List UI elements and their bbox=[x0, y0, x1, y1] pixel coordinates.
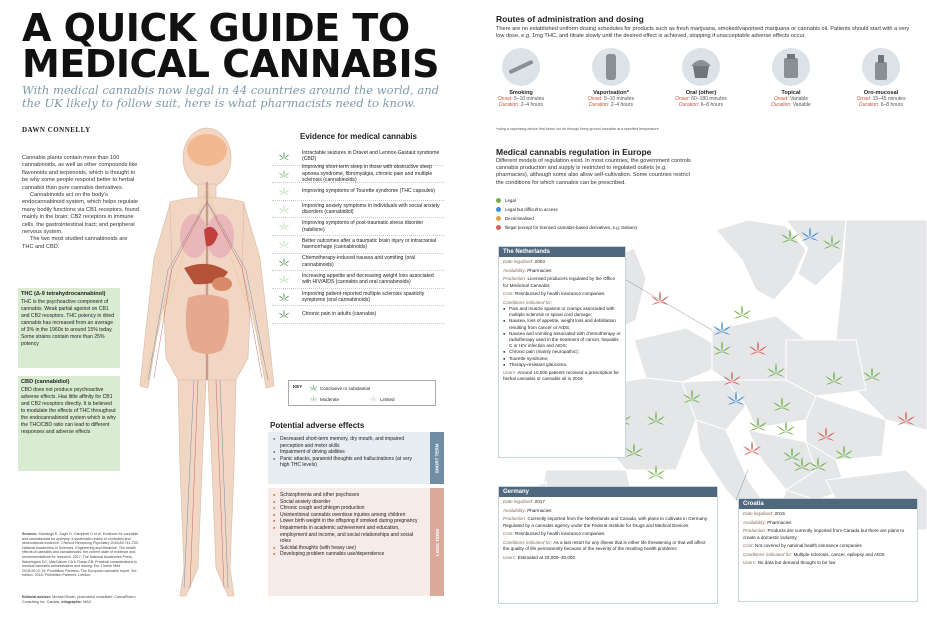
sources-label: Sources: bbox=[22, 532, 38, 536]
route-duration: 2–4 hours bbox=[610, 102, 633, 109]
route-name: Topical bbox=[781, 90, 801, 96]
sources-body: Stockings E, Zagic G, Campbell G et al. Evidence for cannabis and cannabinoids for epilepsy: a systematic review of controlled and observational evidence. J Neurol Neurosurg Psychiatry 2018;89:741-753; National Academies of Sciences, Engineering and Medicine. The health effects of cannabis and cannabinoids: the current state of evidence and recommendations for research. 2017. The National Academies Press, Washington DC; MacCallum CA & Russo EB. Practical considerations in medical cannabis administration and dosing. Eur J Intern Med 2018;49:12-19; Prohibition Partners. The European cannabis report. 3rd edition. 2018; Prohibition Partners, London. bbox=[22, 532, 139, 578]
page-title: A QUICK GUIDE TO MEDICAL CANNABIS bbox=[22, 6, 439, 86]
cannabis-leaf-icon bbox=[278, 169, 290, 181]
intro-paragraph: Cannabis plants contain more than 100 cannabinoids, as well as other compounds like flavonoids and terpenoids, which is thought to be why some people respond better to herbal cannabis than pure cannabis derivatives. bbox=[22, 155, 138, 191]
route-smoking: Smoking Onset: 5–10 minutes Duration: 2–4 hours bbox=[476, 48, 566, 109]
long-term-effect: ● Chronic cough and phlegm production bbox=[273, 505, 421, 512]
evidence-item bbox=[272, 183, 444, 201]
cannabis-leaf-icon bbox=[278, 292, 290, 304]
hr-availability: Pharmacies bbox=[767, 519, 792, 525]
sources-text bbox=[22, 532, 140, 578]
short-term-effect: ● Decreased short-term memory, dry mouth, and impaired perception and motor skills bbox=[273, 436, 421, 449]
germany-panel: Germany Date legalised: 2017 Availability: Pharmacies Production: Currently imported from the Netherlands and Canada, with plans to cultivate in Germany. Regulated by a cannabis agency under the Federal Institute for Drugs and Medical Devices Cost: Reimbursed by health insurance companies Conditions indicated for: As a last resort for any illness that is either life threatening or that will affect the quality of life permanently because of the severity of the resulting health problems Users: Estimated at 20,000–30,000 bbox=[498, 486, 718, 604]
short-term-tag: SHORT TERM bbox=[430, 432, 444, 484]
de-production: Currently imported from the Netherlands and Canada, with plans to cultivate in Germany. Regulated by a cannabis agency under the Federal Institute for Drugs and Medical Devices bbox=[503, 516, 708, 528]
nl-date-legalised: 2003 bbox=[534, 259, 545, 265]
cannabis-leaf-icon bbox=[309, 395, 318, 404]
routes-footnote: *using a vaporising device that blows hot air through finely ground cannabis at a specified temperature bbox=[496, 127, 659, 131]
evidence-item bbox=[272, 306, 444, 324]
route-onset: 60–180 minutes bbox=[691, 96, 727, 103]
nl-users: Around 10,000 patients received a prescription for herbal cannabis or cannabis oil in 2016 bbox=[503, 370, 619, 382]
route-name: Smoking bbox=[509, 90, 533, 96]
croatia-heading: Croatia bbox=[739, 499, 917, 509]
routes-intro: There are no established uniform dosing schedules for products such as fresh marijuana, smoked/vaporised marijuana or cannabis oil. Patients should start with a very low dose, e.g. 1mg THC, and titrate slowly until the desired effect is achieved, stopping if unacceptable adverse effects occur. bbox=[496, 26, 910, 40]
evidence-item-text: Increasing appetite and decreasing weight loss associated with HIV/AIDS (cannabis and oral cannabinoids) bbox=[302, 273, 434, 286]
de-users: Estimated at 20,000–30,000 bbox=[517, 554, 576, 560]
intestines-icon bbox=[186, 294, 229, 354]
spray-bottle-icon bbox=[862, 48, 900, 86]
hr-cost: Not covered by national health insurance companies bbox=[755, 543, 862, 549]
intro-paragraph: Cannabinoids act on the body's endocannabinoid system, which helps regulate many bodily functions via CB1 receptors, found mainly in the brain; CB2 receptors in immune cells, the gastrointestinal tract; and peripheral nervous system. bbox=[22, 192, 139, 236]
de-conditions: As a last resort for any illness that is either life threatening or that will affect the quality of life permanently because of the severity of the resulting health problems bbox=[503, 539, 706, 551]
human-body-illustration bbox=[132, 118, 282, 608]
short-term-effect: ● Impairment of driving abilities bbox=[273, 449, 421, 456]
de-date-legalised: 2017 bbox=[534, 499, 545, 505]
hr-users: No data but demand thought to be low bbox=[757, 560, 836, 566]
nl-condition: ● Nausea and vomiting associated with chemotherapy or radiotherapy used in the treatment of cancer, hepatitis C or HIV infection and AIDS; bbox=[503, 331, 621, 350]
nl-condition: ● Therapy-resistant glaucoma. bbox=[503, 362, 621, 368]
route-onset: 5–10 minutes bbox=[514, 96, 545, 103]
cannabis-leaf-icon bbox=[733, 305, 751, 323]
evidence-item-text: Intractable seizures in Dravet and Lennox-Gastaut syndrome (CBD) bbox=[302, 149, 440, 163]
evidence-item bbox=[272, 201, 444, 219]
hr-conditions: Multiple sclerosis, cancer, epilepsy and AIDS bbox=[793, 551, 885, 557]
nl-availability: Pharmacies bbox=[527, 267, 552, 273]
evidence-item-text: Improving patient-reported multiple sclerosis spasticity symptoms (oral cannabinoids) bbox=[302, 290, 425, 304]
evidence-item bbox=[272, 271, 444, 289]
adverse-heading: Potential adverse effects bbox=[270, 421, 365, 430]
nl-condition: ● Pain and muscle spasms or cramps associated with multiple sclerosis or spinal cord damage; bbox=[503, 306, 621, 318]
route-onset: Variable bbox=[790, 96, 809, 103]
legend-label: Illegal (except for licensed cannabis-based derivatives, e.g. Sativex) bbox=[505, 225, 638, 230]
cbd-box-title: CBD (cannabidiol) bbox=[21, 379, 70, 385]
evidence-item-text: Improving anxiety symptoms in individuals with social anxiety disorders (cannabidiol) bbox=[302, 202, 440, 216]
key-limited-label: Limited bbox=[380, 397, 395, 402]
joint-icon bbox=[502, 48, 540, 86]
muffin-icon bbox=[682, 48, 720, 86]
evidence-item bbox=[272, 218, 444, 236]
vaporiser-icon bbox=[592, 48, 630, 86]
legend-item bbox=[496, 205, 637, 214]
evidence-item-text: Improving symptoms of Tourette syndrome (THC capsules) bbox=[302, 188, 435, 195]
nl-cost: Reimbursed by health insurance companies bbox=[515, 291, 605, 297]
de-cost: Reimbursed by health insurance companies bbox=[515, 531, 605, 537]
evidence-item-text: Chemotherapy-induced nausea and vomiting (oral cannabinoids) bbox=[302, 255, 415, 268]
route-name: Oral (other) bbox=[685, 90, 717, 96]
cannabis-leaf-icon bbox=[278, 239, 290, 251]
long-term-effect: ● Lower birth weight in the offspring if smoked during pregnancy bbox=[273, 518, 421, 525]
brain-icon bbox=[187, 134, 227, 166]
cannabis-leaf-icon bbox=[278, 257, 290, 269]
lung-icon bbox=[180, 214, 208, 258]
author-byline: DAWN CONNELLY bbox=[22, 126, 91, 134]
intro-text bbox=[22, 155, 140, 251]
key-title: KEY bbox=[293, 384, 303, 389]
long-term-effect: ● Suicidal thoughts (with heavy use) bbox=[273, 545, 421, 552]
croatia-panel: Croatia Date legalised: 2015 Availability: Pharmacies Production: Products are currently imported from Canada but there are plans to create a domestic industry. Cost: Not covered by national health insurance companies Conditions indicated for: Multiple sclerosis, cancer, epilepsy and AIDS Users: No data but demand thought to be low bbox=[738, 498, 918, 602]
nl-production: Licensed producers regulated by the Office for Medicinal Cannabis bbox=[503, 276, 616, 288]
evidence-item-text: Improving short-term sleep in those with obstructive sleep apnoea syndrome, fibromyalgia, chronic pain and multiple sclerosis (cannabinoids) bbox=[302, 164, 433, 184]
page-subtitle: With medical cannabis now legal in 44 countries around the world, and the UK likely to follow suit, here is what pharmacists need to know. bbox=[22, 83, 439, 110]
route-onset: 5–10 minutes bbox=[604, 96, 635, 103]
editorial-credit bbox=[22, 595, 140, 604]
key-moderate bbox=[309, 395, 339, 404]
intro-paragraph: The two most studied cannabinoids are THC and CBD. bbox=[22, 236, 128, 250]
short-term-effects bbox=[268, 432, 444, 484]
evidence-item-text: Improving symptoms of post-traumatic stress disorder (nabilone) bbox=[302, 220, 424, 233]
route-duration: Variable bbox=[792, 102, 811, 109]
key-limited bbox=[369, 395, 395, 404]
route-duration: 6–8 hours bbox=[700, 102, 723, 109]
short-term-list bbox=[273, 436, 421, 469]
route-name: Oro-mucosal bbox=[863, 90, 899, 96]
route-oral-other: Oral (other) Onset: 60–180 minutes Duration: 6–8 hours bbox=[656, 48, 746, 109]
route-onset: 15–45 minutes bbox=[872, 96, 906, 103]
cannabis-leaf-icon bbox=[278, 274, 290, 286]
germany-heading: Germany bbox=[499, 487, 717, 497]
cannabis-leaf-icon bbox=[278, 309, 290, 321]
routes-heading: Routes of administration and dosing bbox=[496, 14, 644, 24]
route-vaporisation: Vaporisation* Onset: 5–10 minutes Duration: 2–4 hours bbox=[566, 48, 656, 109]
cannabis-leaf-icon bbox=[278, 204, 290, 216]
infographic-credit: MAG bbox=[83, 599, 92, 604]
long-term-effect: ● Impairments in academic achievement and education, employment and income, and social relationships and social roles bbox=[273, 525, 421, 545]
evidence-key bbox=[288, 380, 436, 406]
cannabis-leaf-icon bbox=[278, 186, 290, 198]
cannabis-leaf-icon bbox=[369, 395, 378, 404]
de-availability: Pharmacies bbox=[527, 507, 552, 513]
evidence-item bbox=[272, 289, 444, 307]
thc-box-title: THC (Δ-9 tetrahydrocannabinol) bbox=[21, 291, 106, 297]
evidence-item bbox=[272, 148, 444, 166]
key-conclusive bbox=[309, 384, 370, 393]
legend-dot-icon bbox=[496, 198, 501, 203]
infographic-credit-label: Infographic: bbox=[61, 599, 83, 604]
nl-condition: ● Chronic pain (mainly neuropathic); bbox=[503, 349, 621, 355]
netherlands-panel: The Netherlands Date legalised: 2003 Availability: Pharmacies Production: Licensed producers regulated by the Office for Medicinal Cannabis Cost: Reimbursed by health insurance companies Conditions indicated for: ● Pain and muscle spasms or cramps associated with multiple sclerosis or spinal cord damage; ● Nausea, loss of appetite, weight loss and debilitation resulting from cancer or AIDS; ● Nausea and vomiting associated with chemotherapy or radiotherapy used in the treatment of cancer, hepatitis C or HIV infection and AIDS; ● Chronic pain (mainly neuropathic); ● Tourette syndrome; ● Therapy-resistant glaucoma. Users: Around 10,000 patients received a prescription for herbal cannabis or cannabis oil in 2016 bbox=[498, 246, 626, 458]
key-conclusive-label: Conclusive or substantial bbox=[320, 386, 371, 391]
long-term-list bbox=[273, 492, 421, 558]
route-duration: 2–4 hours bbox=[520, 102, 543, 109]
evidence-item bbox=[272, 236, 444, 254]
editorial-body: Michael Boivin, pharmacist consultant, CannaPharm Consulting Inc, Canada. bbox=[22, 595, 136, 604]
evidence-item-text: Better outcomes after a traumatic brain injury or intracranial haemorrhage (cannabinoids) bbox=[302, 237, 436, 251]
route-topical: Topical Onset: Variable Duration: Variable bbox=[746, 48, 836, 109]
long-term-effect: ● Unintentional cannabis overdose injuries among children bbox=[273, 512, 421, 519]
regulation-heading: Medical cannabis regulation in Europe bbox=[496, 147, 652, 157]
cbd-box-text: CBD does not produce psychoactive adverse effects. Has little affinity for CB1 and CB2 receptors directly. It is believed to modulate the effects of THC throughout the endocannabinoid system which is why the THC/CBD ratio can lead to different responses and adverse effects bbox=[21, 387, 116, 435]
nl-conditions-list bbox=[503, 306, 621, 368]
cannabis-leaf-icon bbox=[651, 291, 669, 309]
long-term-effect: ● Developing problem cannabis use/dependence bbox=[273, 551, 421, 558]
evidence-item bbox=[272, 254, 444, 272]
long-term-effect: ● Social anxiety disorder bbox=[273, 499, 421, 506]
thc-info-box bbox=[18, 288, 120, 368]
cbd-info-box bbox=[18, 376, 120, 471]
cannabis-leaf-icon bbox=[278, 221, 290, 233]
legend-label: Legal but difficult to access bbox=[505, 207, 558, 212]
editorial-label: Editorial adviser: bbox=[22, 595, 52, 599]
regulation-intro: Different models of regulation exist. In most countries, the government controls cannabis production and supply is restricted to regulated outlets (e.g. pharmacies), although some also allow self-cultivation. Some countries restrict the conditions for which cannabis can be prescribed. bbox=[496, 158, 691, 186]
legend-label: Legal bbox=[505, 198, 516, 203]
evidence-heading: Evidence for medical cannabis bbox=[300, 132, 417, 141]
hr-date-legalised: 2015 bbox=[774, 511, 785, 517]
thc-box-text: THC is the psychoactive component of cannabis. Weak partial agonist on CB1 and CB2 receptors. THC potency in dried cannabis has increased from an average of 3% in the 1960s to around 15% today. Some strains contain more than 25% potency bbox=[21, 299, 115, 347]
route-name: Vaporisation* bbox=[593, 90, 629, 96]
key-moderate-label: Moderate bbox=[320, 397, 340, 402]
cream-tube-icon bbox=[772, 48, 810, 86]
hr-production: Products are currently imported from Canada but there are plans to create a domestic industry. bbox=[743, 528, 905, 540]
route-duration: 6–8 hours bbox=[880, 102, 903, 109]
evidence-item bbox=[272, 166, 444, 184]
legend-item bbox=[496, 196, 637, 205]
nl-condition: ● Nausea, loss of appetite, weight loss and debilitation resulting from cancer or AIDS; bbox=[503, 318, 621, 330]
cannabis-leaf-icon bbox=[278, 151, 290, 163]
cannabis-leaf-icon bbox=[309, 384, 318, 393]
netherlands-heading: The Netherlands bbox=[499, 247, 625, 257]
nl-condition: ● Tourette syndrome; bbox=[503, 356, 621, 362]
long-term-effects bbox=[268, 488, 444, 596]
evidence-item-text: Chronic pain in adults (cannabis) bbox=[302, 311, 377, 318]
long-term-effect: ● Schizophrenia and other psychoses bbox=[273, 492, 421, 499]
legend-label: Decriminalised bbox=[505, 216, 534, 221]
legend-dot-icon bbox=[496, 207, 501, 212]
long-term-tag: LONG TERM bbox=[430, 488, 444, 596]
route-oro-mucosal: Oro-mucosal Onset: 15–45 minutes Duration: 6–8 hours bbox=[836, 48, 926, 109]
evidence-list bbox=[272, 148, 444, 324]
short-term-effect: ● Panic attacks, paranoid thoughts and hallucinations (at very high THC levels) bbox=[273, 456, 421, 469]
